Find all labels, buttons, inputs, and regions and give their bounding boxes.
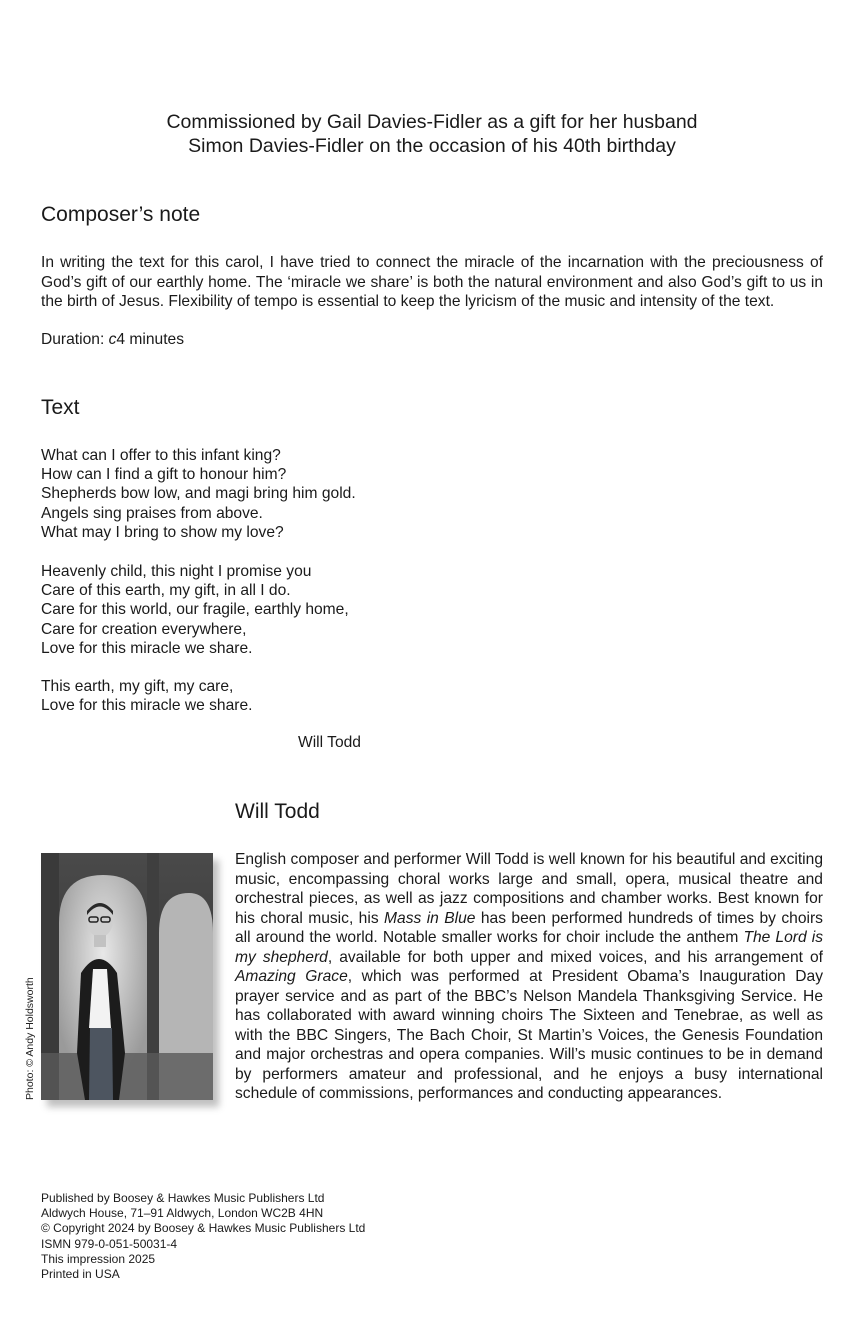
bio-text-part: English composer and performer Will Todd is well known for his beautiful and exciting music, encompassing choral works large and small, opera, musical theatre and orchestral pieces, as well as jazz compositions and chamber works. Best known for his choral music, his [235, 851, 823, 927]
poem-line: Care for this world, our fragile, earthly home, [41, 601, 349, 619]
poem-line: Angels sing praises from above. [41, 504, 263, 522]
duration-label: Duration: [41, 331, 109, 348]
composer-photo [41, 853, 213, 1100]
dedication-line-2: Simon Davies-Fidler on the occasion of his 40th birthday [188, 135, 676, 157]
bio-text-part: has been performed hundreds of times by choirs all around the world. Notable smaller works for choir include the anthem [235, 909, 823, 946]
imprint-line: This impression 2025 [41, 1251, 156, 1266]
text-heading: Text [41, 396, 80, 419]
photo-credit: Photo: © Andy Holdsworth [24, 977, 36, 1100]
poem-line: Heavenly child, this night I promise you [41, 563, 312, 580]
poem-line: Love for this miracle we share. [41, 697, 253, 715]
poem-line: How can I find a gift to honour him? [41, 466, 287, 484]
dedication-line-1: Commissioned by Gail Davies-Fidler as a gift for her husband [166, 111, 698, 133]
bio-work-title: Amazing Grace [235, 968, 348, 985]
poem-line: Shepherds bow low, and magi bring him gold. [41, 485, 356, 503]
imprint-line: Printed in USA [41, 1267, 120, 1282]
poem-stanza-1 [41, 446, 356, 542]
bio-text-part: , available for both upper and mixed voices, and his arrangement of [327, 948, 823, 966]
biography-heading: Will Todd [235, 800, 320, 823]
imprint-line: ISMN 979-0-051-50031-4 [41, 1236, 178, 1251]
bio-work-title: The Lord is my shepherd [235, 929, 823, 966]
duration-value: 4 minutes [116, 331, 185, 348]
composers-note-body: In writing the text for this carol, I have tried to connect the miracle of the incarnation with the preciousness of God’s gift of our earthly home. The ‘miracle we share’ is both the natural environment and also God’s gift to us in the birth of Jesus. Flexibility of tempo is essential to keep the lyricism of the music and intensity of the text. [41, 254, 823, 310]
dedication [0, 110, 864, 158]
poem-stanza-2 [41, 562, 349, 658]
duration-circa: c [108, 331, 117, 348]
text-attribution: Will Todd [298, 734, 361, 751]
poem-stanza-3 [41, 677, 252, 715]
poem-line: Care of this earth, my gift, in all I do. [41, 582, 291, 600]
poem-line: Love for this miracle we share. [41, 639, 253, 657]
imprint-line: Published by Boosey & Hawkes Music Publishers Ltd [41, 1191, 325, 1205]
imprint-line: Aldwych House, 71–91 Aldwych, London WC2B 4HN [41, 1206, 324, 1221]
publisher-imprint [41, 1191, 365, 1282]
duration [41, 330, 184, 350]
biography-text [235, 850, 823, 1104]
imprint-line: © Copyright 2024 by Boosey & Hawkes Music Publishers Ltd [41, 1221, 366, 1236]
poem-line: What can I offer to this infant king? [41, 447, 281, 464]
poem-line: This earth, my gift, my care, [41, 678, 234, 695]
bio-text-part: , which was performed at President Obama’s Inauguration Day prayer service and as part of the BBC’s Nelson Mandela Thanksgiving Service. He has collaborated with award winning choirs The Sixteen and Tenebrae, as well as with the BBC Singers, The Bach Choir, St Martin’s Voices, the Genesis Foundation and major orchestras and opera companies. Will’s music continues to be in demand by performers amateur and professional, and he enjoys a busy international schedule of commissions, performances and conducting appearances. [235, 968, 824, 1102]
poem-line: What may I bring to show my love? [41, 523, 284, 541]
poem-line: Care for creation everywhere, [41, 620, 247, 638]
bio-work-title: Mass in Blue [384, 909, 476, 927]
composers-note-heading: Composer’s note [41, 203, 201, 226]
